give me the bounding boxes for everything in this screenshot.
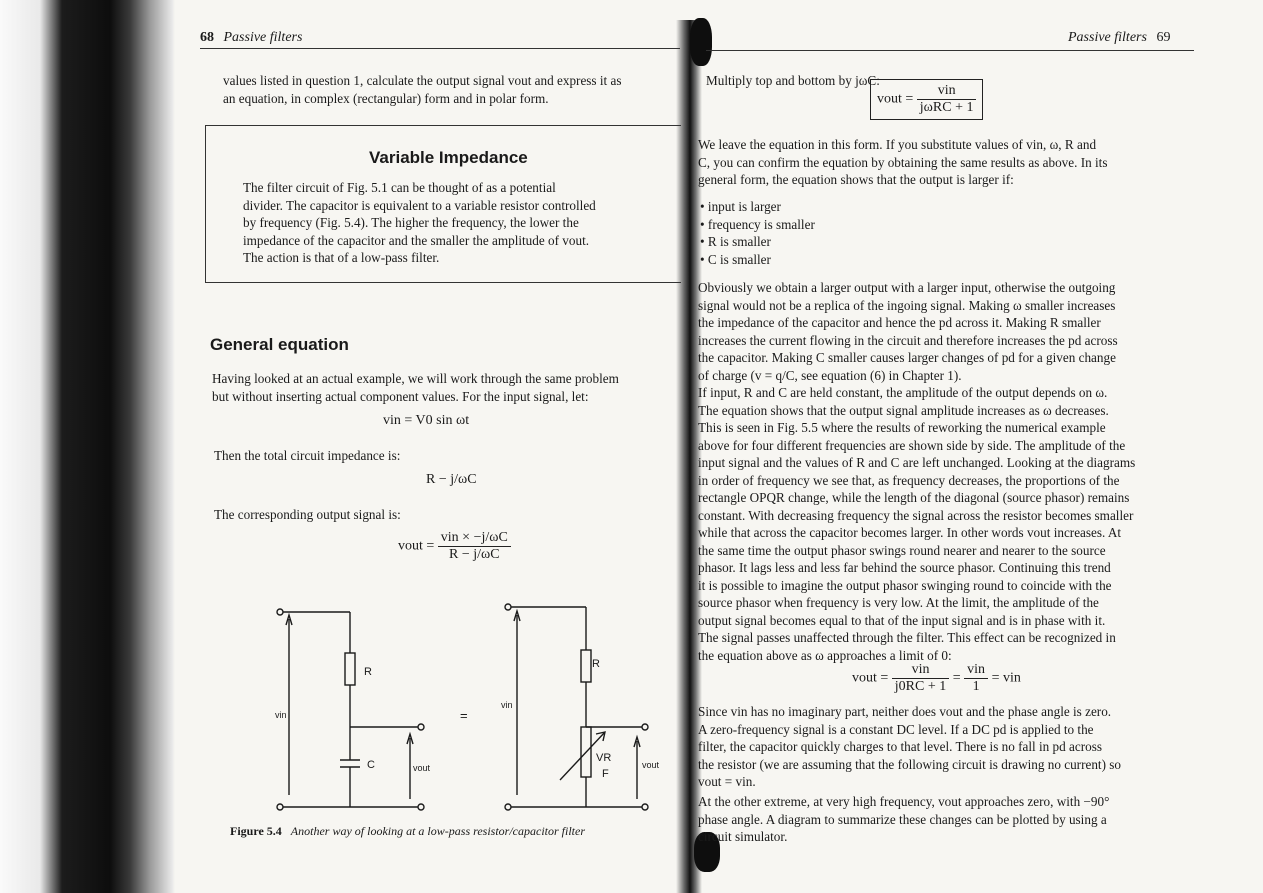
text-line: phase angle. A diagram to summarize these changes can be plotted by using a: [698, 811, 1107, 827]
text-line: values listed in question 1, calculate the output signal vout and express it as: [223, 73, 622, 88]
text-line: Since vin has no imaginary part, neither does vout and the phase angle is zero.: [698, 704, 1112, 719]
right-header-rule: [706, 50, 1194, 51]
eq-fraction: [438, 530, 511, 563]
list-item: • frequency is smaller: [700, 216, 815, 234]
right-page-number: 69: [1156, 30, 1171, 45]
left-page-header: [200, 30, 302, 46]
text-line: Having looked at an actual example, we will work through the same problem: [212, 371, 619, 386]
label-vout-2: vout: [642, 760, 660, 770]
eq-numerator: vin × −j/ωC: [438, 530, 511, 547]
label-vout-1: vout: [413, 763, 431, 773]
caption-label: Figure 5.4: [230, 824, 282, 838]
equation-impedance: R − j/ωC: [426, 472, 477, 487]
text-line: the same time the output phasor swings round nearer and nearer to the source: [698, 542, 1106, 558]
eq-fraction-1: [892, 662, 949, 695]
paragraph-5: [698, 793, 1188, 846]
text-line: it is possible to imagine the output phasor swinging round to coincide with the: [698, 577, 1112, 593]
eq-rhs: = vin: [991, 670, 1021, 686]
terminal-in-bottom-2: [505, 804, 511, 810]
text-line: A zero-frequency signal is a constant DC level. If a DC pd is applied to the: [698, 721, 1094, 737]
text-line: rectangle OPQR change, while the length of the diagonal (source phasor) remains: [698, 490, 1130, 505]
text-line: the resistor (we are assuming that the following circuit is drawing no current) so: [698, 756, 1121, 772]
label-equals: =: [460, 708, 468, 723]
eq-numerator: vin: [964, 662, 988, 679]
text-line: but without inserting actual component values. For the input signal, let:: [212, 388, 589, 404]
terminal-out-bottom-1: [418, 804, 424, 810]
corresponding-text: The corresponding output signal is:: [214, 507, 401, 522]
right-page-running-title: Passive filters: [1068, 30, 1147, 45]
limit-equation: [852, 662, 1021, 695]
box-body: [243, 179, 663, 267]
eq-lhs: vout =: [852, 670, 889, 686]
terminal-in-bottom-1: [277, 804, 283, 810]
text-line: Obviously we obtain a larger output with a larger input, otherwise the outgoing: [698, 280, 1116, 295]
text-line: while that across the capacitor becomes larger. In other words vout increases. At: [698, 525, 1122, 540]
label-r-2: R: [592, 658, 600, 670]
list-item: • R is smaller: [700, 233, 815, 251]
resistor-r-1: [345, 653, 355, 685]
multiply-text: Multiply top and bottom by jωC:: [706, 73, 880, 88]
eq-fraction-2: [964, 662, 988, 695]
text-line: The signal passes unaffected through the filter. This effect can be recognized in: [698, 630, 1116, 645]
eq-numerator: vin: [892, 662, 949, 679]
right-page-header: [1068, 30, 1170, 46]
figure-5-4-circuit: [260, 595, 660, 820]
terminal-out-bottom-2: [642, 804, 648, 810]
text-line: source phasor when frequency is very low. At the limit, the amplitude of the: [698, 595, 1099, 610]
text-line: This is seen in Fig. 5.5 where the results of reworking the numerical example: [698, 420, 1106, 435]
text-line: filter, the capacitor quickly charges to that level. There is no fall in pd across: [698, 739, 1102, 754]
terminal-in-top-2: [505, 604, 511, 610]
text-line: output signal becomes equal to that of the input signal and is in phase with it.: [698, 612, 1106, 628]
eq-fraction: [917, 83, 977, 116]
label-vin-1: vin: [275, 710, 287, 720]
text-line: vout = vin.: [698, 774, 756, 789]
terminal-in-top-1: [277, 609, 283, 615]
text-line: increases the current flowing in the circuit and therefore increases the pd across: [698, 332, 1118, 348]
eq-denominator: j0RC + 1: [894, 679, 947, 694]
bullet-list: [700, 198, 815, 268]
text-line: signal would not be a replica of the ingoing signal. Making ω smaller increases: [698, 297, 1116, 313]
eq-equals: =: [952, 670, 961, 686]
text-line: The filter circuit of Fig. 5.1 can be thought of as a potential: [243, 180, 556, 195]
text-line: The action is that of a low-pass filter.: [243, 250, 440, 265]
text-line: If input, R and C are held constant, the amplitude of the output depends on ω.: [698, 385, 1108, 400]
equation-vin: vin = V0 sin ωt: [383, 413, 470, 428]
general-paragraph: [212, 370, 682, 405]
book-spine-shadow-left: [0, 0, 175, 893]
terminal-out-top-1: [418, 724, 424, 730]
paragraph-3: [698, 384, 1188, 664]
text-line: constant. With decreasing frequency the signal across the resistor becomes smaller: [698, 507, 1134, 523]
label-vin-2: vin: [501, 700, 513, 710]
eq-denominator: jωRC + 1: [919, 100, 974, 115]
text-line: the equation above as ω approaches a limit of 0:: [698, 647, 952, 663]
label-c: C: [367, 759, 375, 771]
text-line: of charge (v = q/C, see equation (6) in Chapter 1).: [698, 367, 962, 383]
text-line: the impedance of the capacitor and hence the pd across it. Making R smaller: [698, 315, 1101, 330]
text-line: phasor. It lags less and less far behind the source phasor. Continuing this trend: [698, 560, 1111, 575]
label-f: F: [602, 768, 609, 780]
scan-blot-top: [690, 18, 712, 66]
caption-text: Another way of looking at a low-pass resistor/capacitor filter: [290, 824, 585, 838]
list-item: • C is smaller: [700, 251, 815, 269]
text-line: above for four different frequencies are shown side by side. The amplitude of the: [698, 437, 1126, 453]
variable-impedance-box: [205, 125, 681, 283]
resistor-r-2: [581, 650, 591, 682]
section-title: General equation: [210, 335, 349, 354]
paragraph-1: [698, 136, 1188, 189]
eq-denominator: R − j/ωC: [449, 547, 500, 562]
box-title: Variable Impedance: [369, 148, 528, 167]
eq-lhs: vout =: [398, 538, 435, 554]
equation-vout: [398, 530, 511, 563]
terminal-out-top-2: [642, 724, 648, 730]
paragraph-2: [698, 279, 1188, 384]
left-intro-paragraph: [223, 72, 683, 107]
label-vr: VR: [596, 752, 612, 764]
text-line: an equation, in complex (rectangular) form and in polar form.: [223, 90, 549, 106]
text-line: At the other extreme, at very high frequency, vout approaches zero, with −90°: [698, 794, 1110, 809]
text-line: general form, the equation shows that the output is larger if:: [698, 172, 1014, 187]
list-item: • input is larger: [700, 198, 815, 216]
text-line: circuit simulator.: [698, 829, 788, 844]
text-line: divider. The capacitor is equivalent to a variable resistor controlled: [243, 197, 596, 213]
then-text: Then the total circuit impedance is:: [214, 448, 401, 463]
paragraph-4: [698, 703, 1188, 791]
text-line: in order of frequency we see that, as frequency decreases, the proportions of the: [698, 472, 1120, 488]
eq-numerator: vin: [917, 83, 977, 100]
left-page-running-title: Passive filters: [223, 30, 303, 45]
text-line: by frequency (Fig. 5.4). The higher the frequency, the lower the: [243, 215, 579, 230]
text-line: impedance of the capacitor and the smaller the amplitude of vout.: [243, 232, 590, 248]
text-line: We leave the equation in this form. If you substitute values of vin, ω, R and: [698, 137, 1097, 152]
left-header-rule: [200, 48, 680, 49]
text-line: C, you can confirm the equation by obtaining the same results as above. In its: [698, 154, 1108, 170]
label-r-1: R: [364, 666, 372, 678]
eq-lhs: vout =: [877, 91, 914, 107]
boxed-equation: [870, 79, 983, 120]
figure-caption: [230, 824, 585, 839]
text-line: the capacitor. Making C smaller causes larger changes of pd for a given change: [698, 350, 1116, 365]
text-line: The equation shows that the output signal amplitude increases as ω decreases.: [698, 402, 1109, 418]
left-page-number: 68: [200, 30, 214, 45]
eq-denominator: 1: [972, 679, 980, 694]
text-line: input signal and the values of R and C are left unchanged. Looking at the diagrams: [698, 455, 1136, 470]
